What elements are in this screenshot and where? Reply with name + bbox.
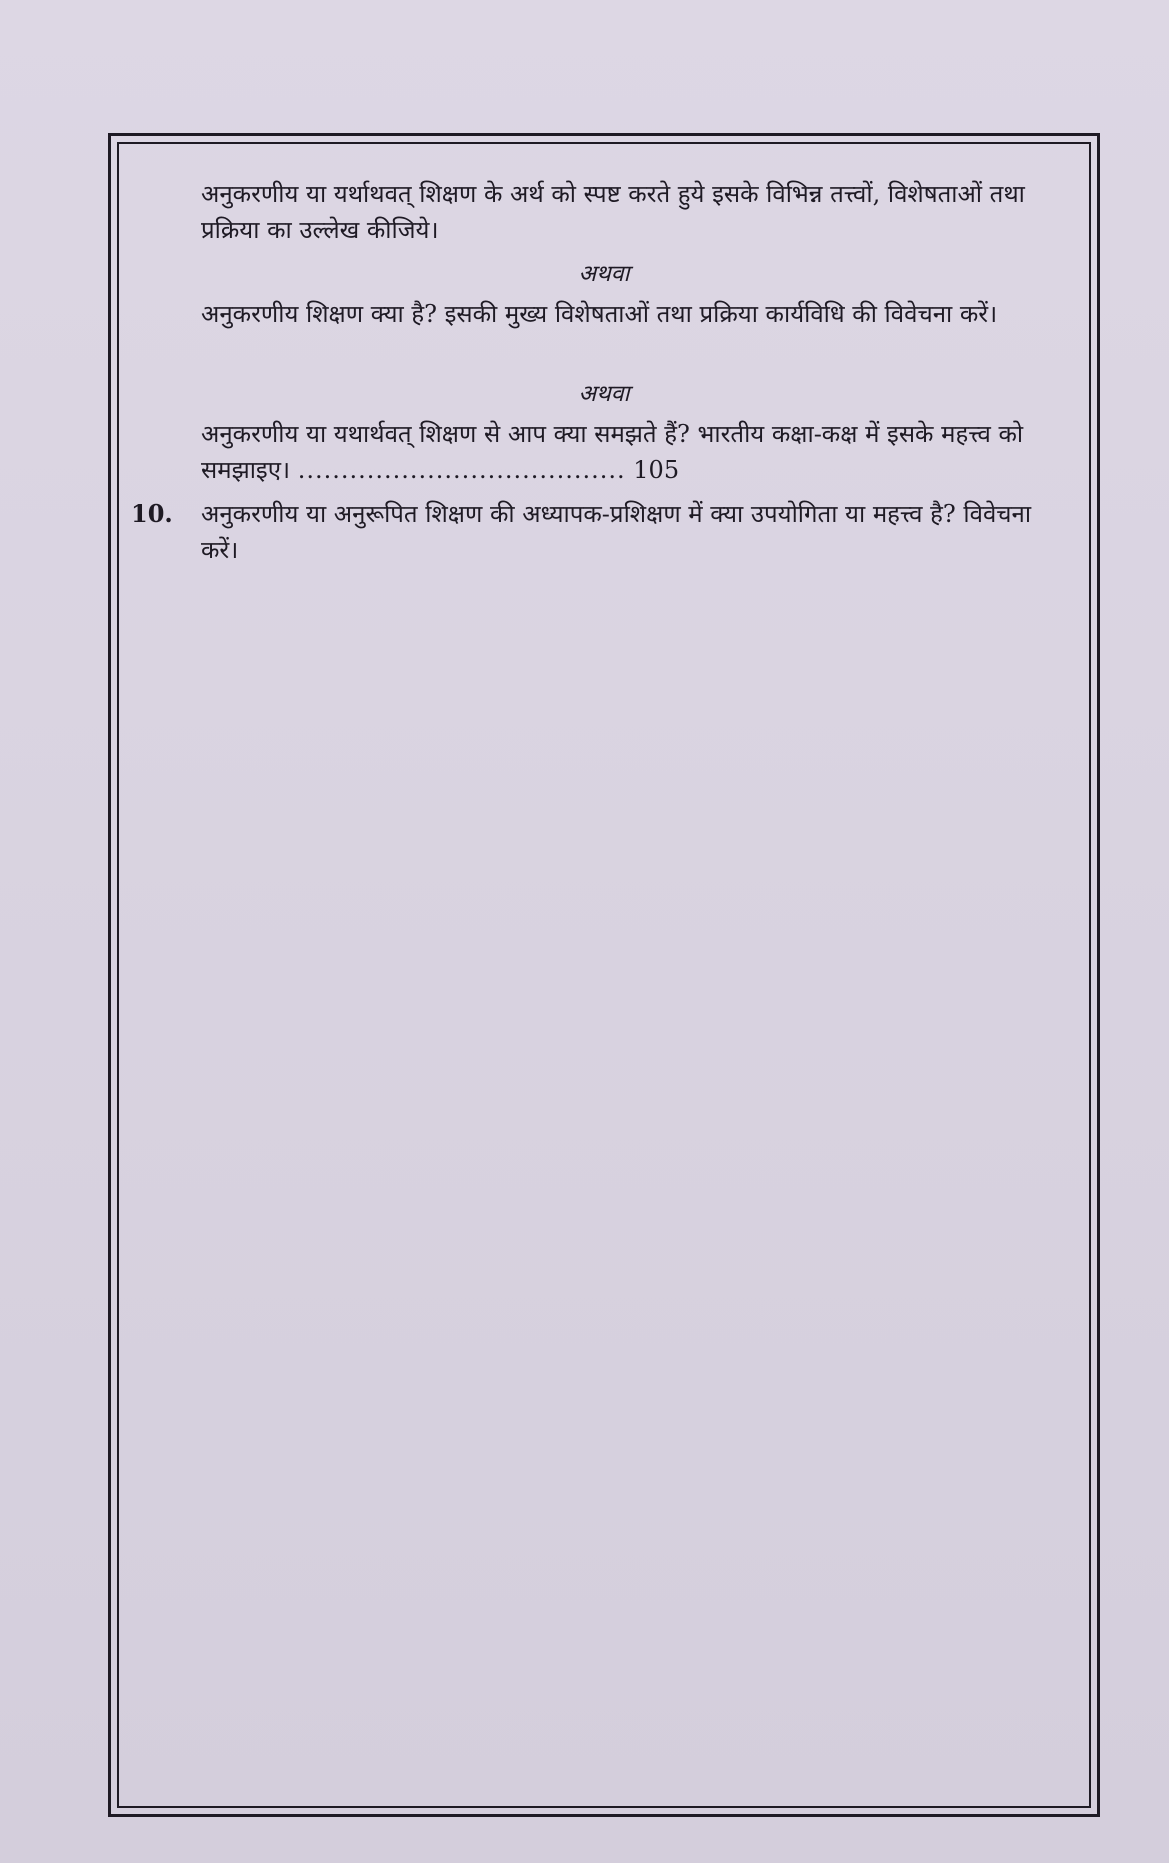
separator: अथवा (578, 261, 630, 287)
question-body: अनुकरणीय या अनुरूपित शिक्षण की अध्यापक-प्रशिक्षण में क्या उपयोगिता या महत्त्व है? विवेचना करें। (201, 500, 1032, 564)
question-list (111, 176, 1097, 1794)
question-body: अनुकरणीय शिक्षण क्या है? इसकी मुख्य विशेषताओं तथा प्रक्रिया कार्यविधि की विवेचना करें। (201, 300, 998, 328)
question-text (201, 176, 1051, 248)
separator: अथवा (578, 381, 630, 407)
page-number: 105 (633, 456, 680, 484)
leader-dots: ...................................... (297, 456, 626, 484)
question-text (201, 416, 1051, 488)
question-number: 10. (131, 499, 173, 528)
question-text (131, 496, 1051, 568)
content-frame (108, 133, 1100, 1817)
question-body: अनुकरणीय या यथार्थवत् शिक्षण से आप क्या समझते हैं? भारतीय कक्षा-कक्ष में इसके महत्त्व को समझाइए। (201, 420, 1024, 484)
question-body: अनुकरणीय या यर्थाथवत् शिक्षण के अर्थ को स्पष्ट करते हुये इसके विभिन्न तत्त्वों, विशेषताओं तथा प्रक्रिया का उल्लेख कीजिये। (201, 180, 1025, 244)
question-text (201, 296, 1051, 332)
